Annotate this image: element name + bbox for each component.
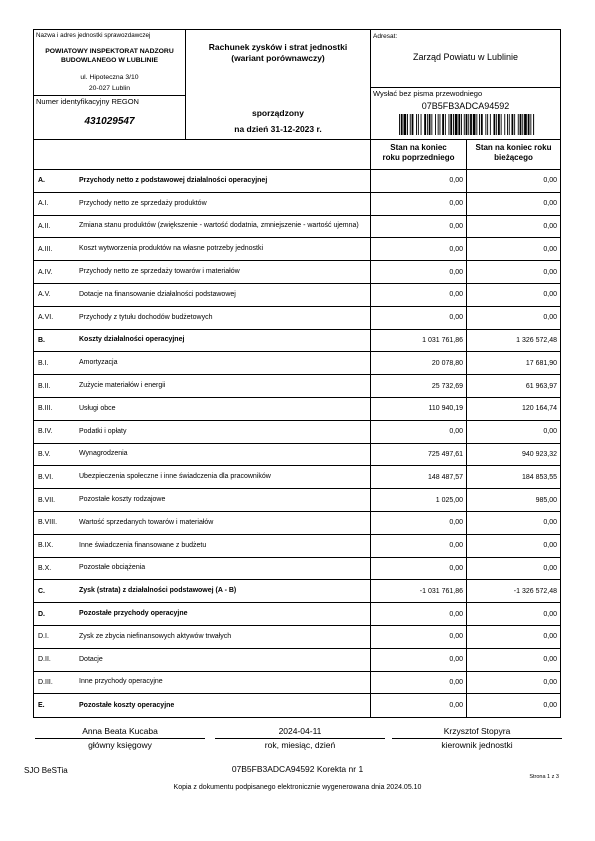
column-header-description bbox=[75, 140, 371, 169]
row-previous-value: 725 497,61 bbox=[371, 444, 467, 466]
document-id: 07B5FB3ADCA94592 bbox=[421, 101, 510, 111]
report-title bbox=[190, 42, 366, 64]
row-description: Pozostałe koszty rodzajowe bbox=[75, 489, 371, 511]
row-code: B.V. bbox=[38, 450, 51, 458]
row-previous-value: 110 940,19 bbox=[371, 398, 467, 420]
row-current-value: 0,00 bbox=[543, 564, 557, 572]
system-name: SJO BeSTia bbox=[24, 766, 68, 775]
row-code: E. bbox=[38, 702, 45, 710]
row-previous-value: 0,00 bbox=[371, 238, 467, 260]
table-row bbox=[34, 512, 560, 535]
accountant-name: Anna Beata Kucaba bbox=[82, 726, 158, 736]
row-description: Koszt wytworzenia produktów na własne potrzeby jednostki bbox=[75, 238, 371, 260]
row-current-value: -1 326 572,48 bbox=[513, 587, 557, 595]
sender-address-line1: ul. Hipoteczna 3/10 bbox=[80, 74, 139, 81]
row-previous-value: 0,00 bbox=[371, 626, 467, 648]
row-previous-value: 0,00 bbox=[371, 558, 467, 580]
row-code: B.III. bbox=[38, 405, 53, 413]
title-box bbox=[186, 30, 371, 139]
row-previous-value: 0,00 bbox=[371, 284, 467, 306]
row-current-value: 0,00 bbox=[543, 200, 557, 208]
row-previous-value: 0,00 bbox=[371, 535, 467, 557]
report-header bbox=[34, 30, 560, 140]
table-row bbox=[34, 489, 560, 512]
row-current-value: 0,00 bbox=[543, 678, 557, 686]
row-previous-value: 0,00 bbox=[371, 649, 467, 671]
row-description: Pozostałe przychody operacyjne bbox=[75, 603, 371, 625]
row-current-value: 0,00 bbox=[543, 702, 557, 710]
row-code: B.VII. bbox=[38, 496, 56, 504]
row-current-value: 61 963,97 bbox=[525, 382, 557, 390]
row-previous-value: 0,00 bbox=[371, 216, 467, 238]
sender-label: Nazwa i adres jednostki sprawozdawczej bbox=[36, 32, 151, 39]
table-row bbox=[34, 170, 560, 193]
row-current-value: 985,00 bbox=[535, 496, 557, 504]
signature-line bbox=[392, 738, 562, 739]
row-description: Przychody z tytułu dochodów budżetowych bbox=[75, 307, 371, 329]
row-previous-value: 1 031 761,86 bbox=[371, 330, 467, 352]
page-number: Strona 1 z 3 bbox=[529, 774, 559, 780]
row-code: D. bbox=[38, 610, 45, 618]
table-row bbox=[34, 626, 560, 649]
accountant-signature bbox=[35, 726, 205, 750]
table-row bbox=[34, 535, 560, 558]
head-name: Krzysztof Stopyra bbox=[443, 726, 511, 736]
row-code: B.I. bbox=[38, 359, 49, 367]
report-frame bbox=[33, 29, 561, 718]
row-code: A.VI. bbox=[38, 314, 54, 322]
row-description: Zmiana stanu produktów (zwiększenie - wartość dodatnia, zmniejszenie - wartość ujemna) bbox=[75, 216, 371, 238]
table-row bbox=[34, 216, 560, 239]
row-previous-value: 0,00 bbox=[371, 261, 467, 283]
row-previous-value: 148 487,57 bbox=[371, 466, 467, 488]
row-code: B.VIII. bbox=[38, 519, 58, 527]
column-header-previous-line1: Stan na koniec bbox=[390, 143, 447, 152]
column-header-current-line2: bieżącego bbox=[494, 153, 533, 162]
row-code: A. bbox=[38, 177, 45, 185]
row-previous-value: 0,00 bbox=[371, 193, 467, 215]
row-previous-value: 0,00 bbox=[371, 421, 467, 443]
row-current-value: 0,00 bbox=[543, 291, 557, 299]
table-row bbox=[34, 352, 560, 375]
row-code: D.II. bbox=[38, 656, 51, 664]
sender-address-line2: 20-027 Lublin bbox=[88, 85, 131, 92]
row-code: B.VI. bbox=[38, 473, 54, 481]
row-code: B.X. bbox=[38, 564, 52, 572]
date-label: rok, miesiąc, dzień bbox=[264, 740, 336, 750]
row-previous-value: 0,00 bbox=[371, 307, 467, 329]
row-code: A.I. bbox=[38, 200, 49, 208]
row-current-value: 0,00 bbox=[543, 245, 557, 253]
row-description: Amortyzacja bbox=[75, 352, 371, 374]
table-row bbox=[34, 466, 560, 489]
table-row bbox=[34, 284, 560, 307]
report-title-line1: Rachunek zysków i strat jednostki bbox=[208, 42, 348, 52]
row-current-value: 940 923,32 bbox=[521, 450, 557, 458]
addressee-box bbox=[371, 30, 560, 139]
row-code: B.IX. bbox=[38, 542, 54, 550]
row-description: Pozostałe koszty operacyjne bbox=[75, 694, 371, 717]
row-description: Inne przychody operacyjne bbox=[75, 672, 371, 694]
row-code: B.II. bbox=[38, 382, 51, 390]
column-header-current-line1: Stan na koniec roku bbox=[475, 143, 552, 152]
row-code: C. bbox=[38, 587, 45, 595]
row-previous-value: 0,00 bbox=[371, 603, 467, 625]
report-title-line2: (wariant porównawczy) bbox=[231, 53, 325, 63]
divider bbox=[371, 87, 560, 88]
document-correction-line: 07B5FB3ADCA94592 Korekta nr 1 bbox=[231, 764, 364, 774]
regon-label: Numer identyfikacyjny REGON bbox=[36, 97, 139, 106]
table-row bbox=[34, 672, 560, 695]
send-note: Wysłać bez pisma przewodniego bbox=[373, 89, 483, 98]
head-signature bbox=[392, 726, 562, 750]
table-row bbox=[34, 307, 560, 330]
row-description: Ubezpieczenia społeczne i inne świadczenia dla pracowników bbox=[75, 466, 371, 488]
accountant-role: główny księgowy bbox=[88, 740, 152, 750]
table-row bbox=[34, 330, 560, 353]
row-description: Pozostałe obciążenia bbox=[75, 558, 371, 580]
head-role: kierownik jednostki bbox=[441, 740, 513, 750]
column-header-row bbox=[34, 140, 560, 170]
row-description: Podatki i opłaty bbox=[75, 421, 371, 443]
row-previous-value: 0,00 bbox=[371, 512, 467, 534]
column-header-current-year bbox=[467, 140, 560, 169]
divider bbox=[34, 95, 185, 96]
table-row bbox=[34, 649, 560, 672]
addressee-name: Zarząd Powiatu w Lublinie bbox=[412, 52, 519, 62]
table-row bbox=[34, 261, 560, 284]
table-row bbox=[34, 603, 560, 626]
row-description: Przychody netto ze sprzedaży towarów i materiałów bbox=[75, 261, 371, 283]
row-previous-value: 0,00 bbox=[371, 170, 467, 192]
row-description: Zysk (strata) z działalności podstawowej (A - B) bbox=[75, 580, 371, 602]
row-previous-value: 1 025,00 bbox=[371, 489, 467, 511]
row-previous-value: 25 732,69 bbox=[371, 375, 467, 397]
report-date: na dzień 31-12-2023 r. bbox=[234, 124, 322, 134]
row-current-value: 0,00 bbox=[543, 314, 557, 322]
sender-name-line2: BUDOWLANEGO W LUBLINIE bbox=[60, 57, 159, 64]
row-code: A.V. bbox=[38, 291, 51, 299]
row-current-value: 120 164,74 bbox=[521, 405, 557, 413]
barcode-icon bbox=[399, 114, 535, 135]
column-header-code bbox=[34, 140, 75, 169]
row-code: A.II. bbox=[38, 222, 51, 230]
row-code: B. bbox=[38, 336, 45, 344]
row-current-value: 184 853,55 bbox=[521, 473, 557, 481]
addressee-label: Adresat: bbox=[373, 33, 398, 40]
signature-date bbox=[215, 726, 385, 750]
table-row bbox=[34, 398, 560, 421]
row-current-value: 0,00 bbox=[543, 542, 557, 550]
row-description: Przychody netto z podstawowej działalności operacyjnej bbox=[75, 170, 371, 192]
row-description: Koszty działalności operacyjnej bbox=[75, 330, 371, 352]
row-description: Zużycie materiałów i energii bbox=[75, 375, 371, 397]
row-code: A.III. bbox=[38, 245, 53, 253]
row-current-value: 0,00 bbox=[543, 222, 557, 230]
row-description: Dotacje na finansowanie działalności podstawowej bbox=[75, 284, 371, 306]
row-previous-value: -1 031 761,86 bbox=[371, 580, 467, 602]
row-current-value: 1 326 572,48 bbox=[516, 336, 557, 344]
column-header-previous-year bbox=[371, 140, 467, 169]
row-current-value: 0,00 bbox=[543, 428, 557, 436]
date-value: 2024-04-11 bbox=[278, 726, 322, 736]
sender-name bbox=[38, 47, 181, 65]
row-previous-value: 0,00 bbox=[371, 694, 467, 717]
regon-number: 431029547 bbox=[84, 116, 135, 127]
row-current-value: 0,00 bbox=[543, 268, 557, 276]
table-row bbox=[34, 193, 560, 216]
copy-note: Kopia z dokumentu podpisanego elektronicznie wygenerowana dnia 2024.05.10 bbox=[173, 784, 422, 791]
table-row bbox=[34, 238, 560, 261]
row-current-value: 0,00 bbox=[543, 177, 557, 185]
row-previous-value: 0,00 bbox=[371, 672, 467, 694]
table-row bbox=[34, 694, 560, 717]
table-row bbox=[34, 375, 560, 398]
sender-box bbox=[34, 30, 186, 139]
row-code: A.IV. bbox=[38, 268, 53, 276]
table-row bbox=[34, 558, 560, 581]
row-description: Zysk ze zbycia niefinansowych aktywów trwałych bbox=[75, 626, 371, 648]
row-previous-value: 20 078,80 bbox=[371, 352, 467, 374]
table-row bbox=[34, 580, 560, 603]
row-current-value: 0,00 bbox=[543, 633, 557, 641]
row-description: Przychody netto ze sprzedaży produktów bbox=[75, 193, 371, 215]
drawn-up-label: sporządzony bbox=[252, 108, 304, 118]
row-current-value: 0,00 bbox=[543, 519, 557, 527]
column-header-previous-line2: roku poprzedniego bbox=[382, 153, 455, 162]
row-description: Wartość sprzedanych towarów i materiałów bbox=[75, 512, 371, 534]
signature-line bbox=[215, 738, 385, 739]
row-code: D.III. bbox=[38, 678, 53, 686]
sender-name-line1: POWIATOWY INSPEKTORAT NADZORU bbox=[45, 48, 174, 55]
row-current-value: 0,00 bbox=[543, 610, 557, 618]
row-current-value: 0,00 bbox=[543, 656, 557, 664]
row-description: Inne świadczenia finansowane z budżetu bbox=[75, 535, 371, 557]
signature-line bbox=[35, 738, 205, 739]
row-description: Wynagrodzenia bbox=[75, 444, 371, 466]
report-table-body bbox=[34, 170, 560, 717]
row-description: Usługi obce bbox=[75, 398, 371, 420]
row-description: Dotacje bbox=[75, 649, 371, 671]
table-row bbox=[34, 421, 560, 444]
row-code: B.IV. bbox=[38, 428, 53, 436]
table-row bbox=[34, 444, 560, 467]
row-current-value: 17 681,90 bbox=[525, 359, 557, 367]
row-code: D.I. bbox=[38, 633, 49, 641]
